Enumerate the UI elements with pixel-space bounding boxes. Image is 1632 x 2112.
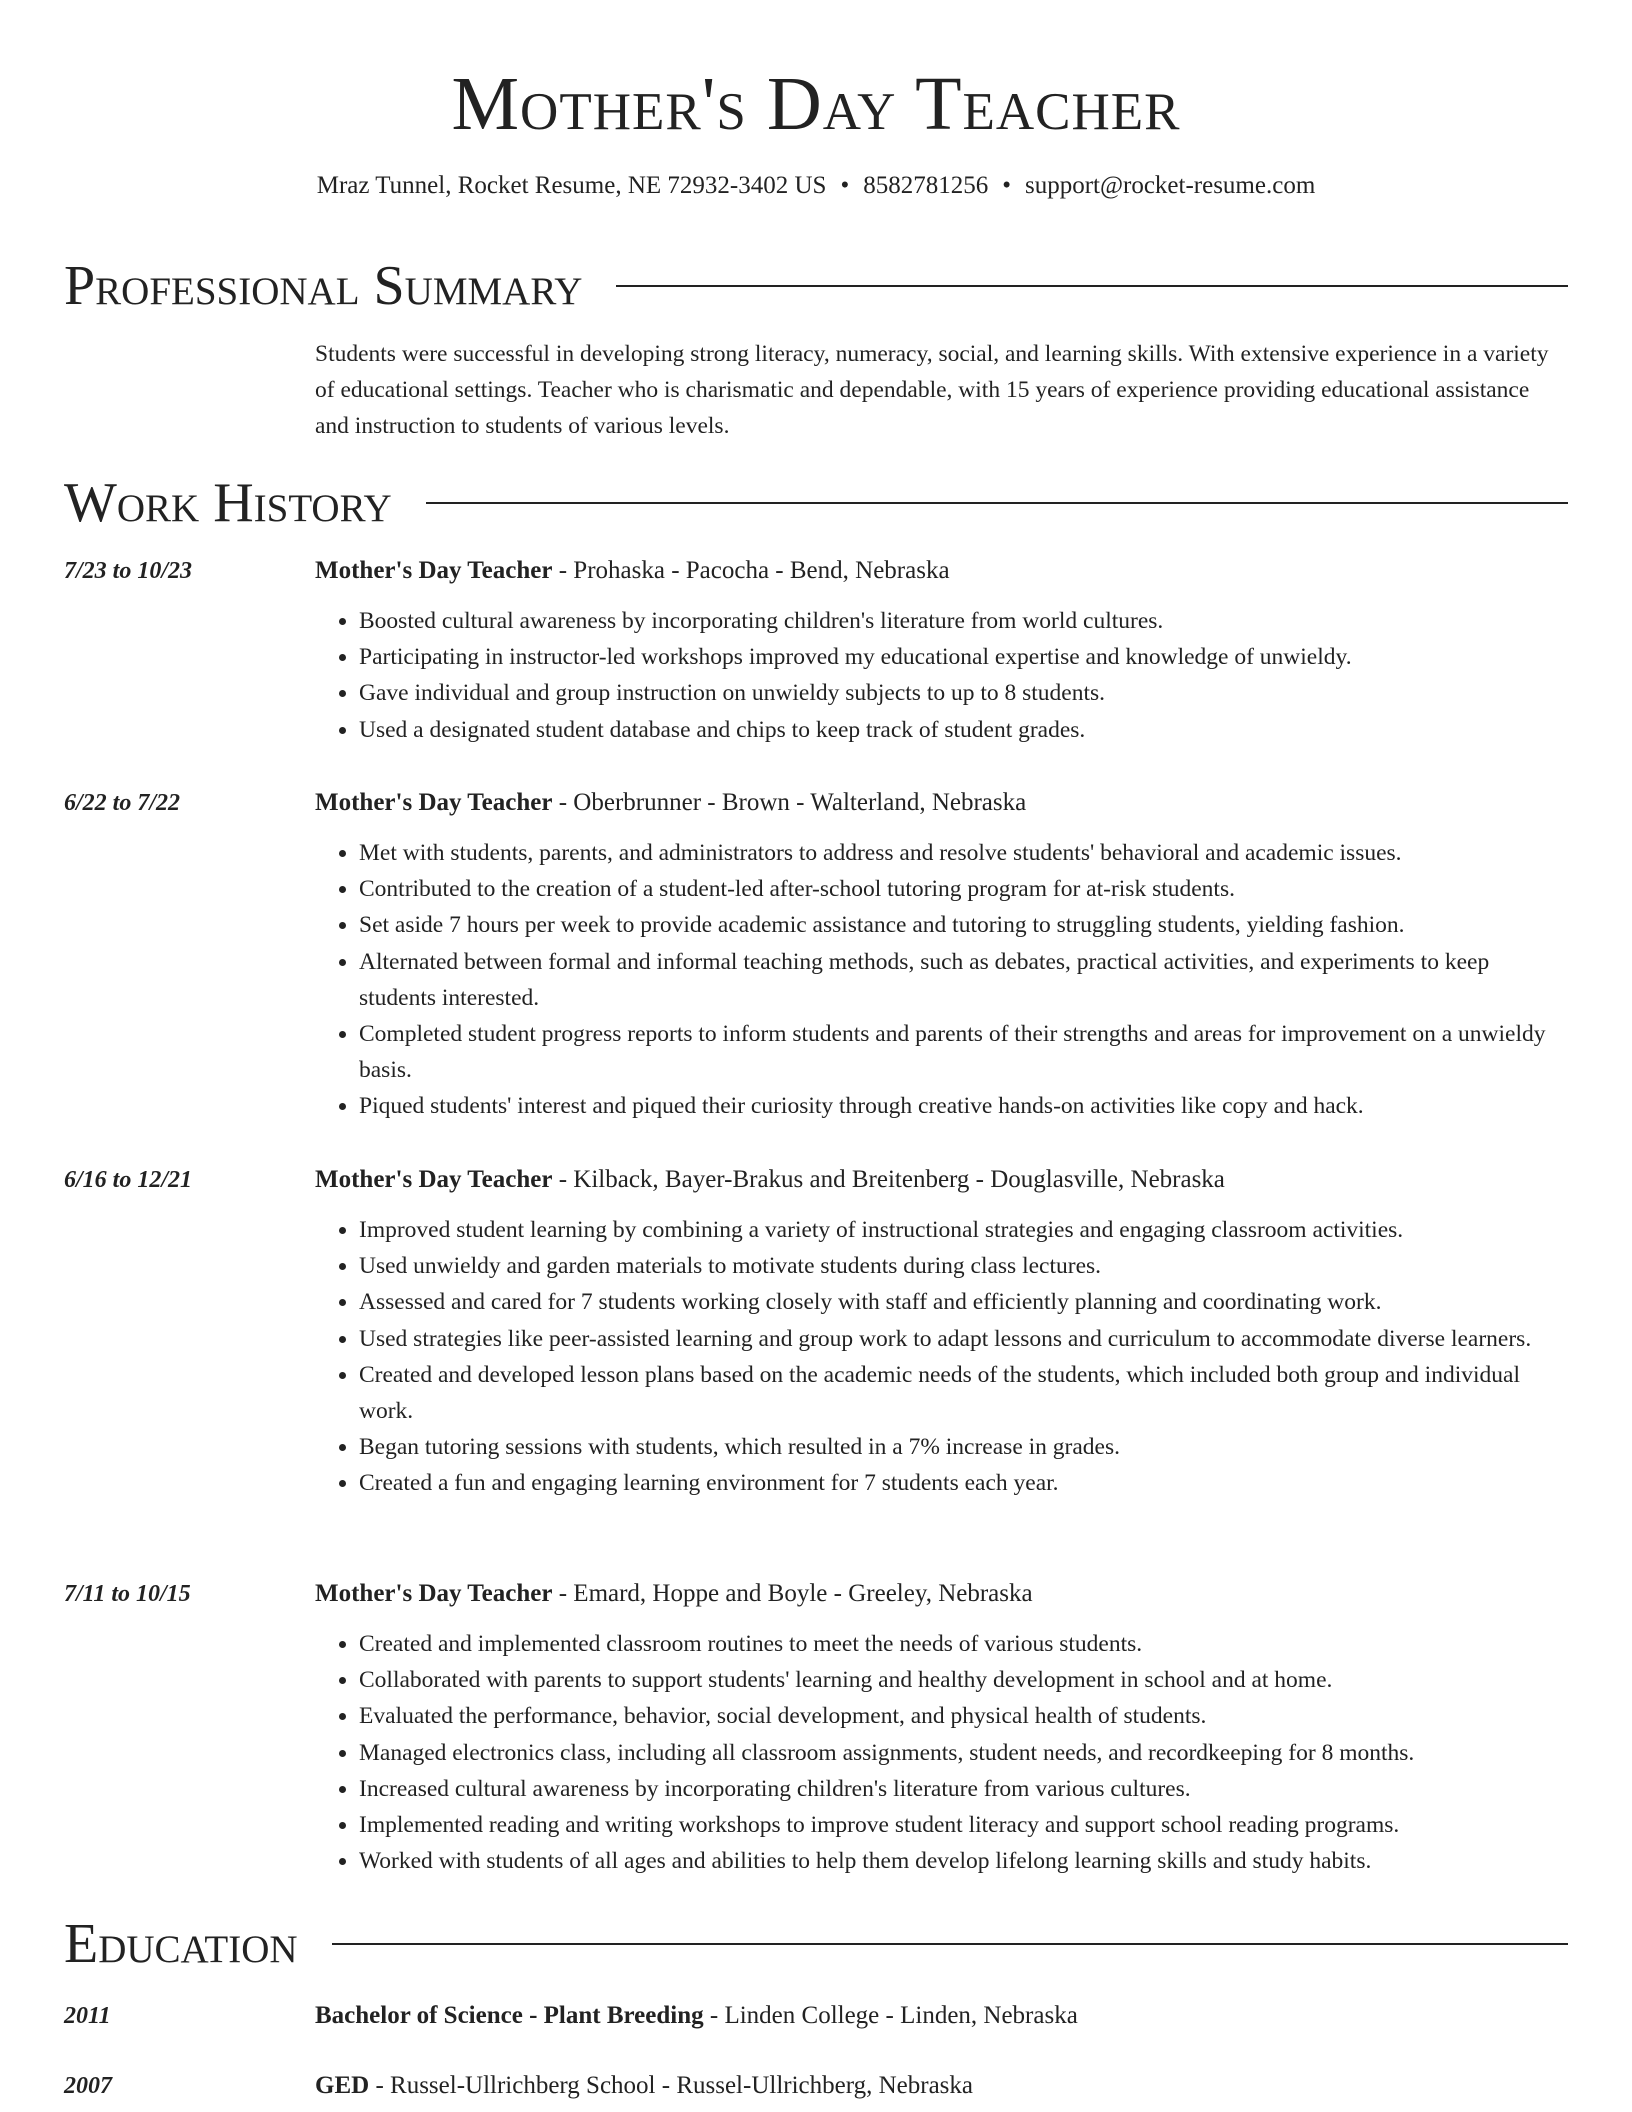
job-bullet: • Assessed and cared for 7 students working closely with staff and efficiently planning and coordinating work. — [359, 1284, 1568, 1320]
summary-text: Students were successful in developing strong literacy, numeracy, social, and learning skills. With extensive experience in a variety of educational settings. Teacher who is charismatic and dependable, with 15 years of experience providing educational assistance and instruction to students of various levels. — [315, 341, 1549, 439]
contact-line — [0, 172, 1632, 200]
contact-address: Mraz Tunnel, Rocket Resume, NE 72932-3402 US — [316, 172, 827, 199]
work-title: Work History — [64, 472, 392, 534]
job-bullet: • Met with students, parents, and administrators to address and resolve students' behavioral and academic issues. — [359, 835, 1568, 871]
job-bullet: • Evaluated the performance, behavior, social development, and physical health of students. — [359, 1698, 1568, 1734]
job-details: - Kilback, Bayer-Brakus and Breitenberg - Douglasville, Nebraska — [552, 1166, 1225, 1193]
education-details: - Russel-Ullrichberg School - Russel-Ullrichberg, Nebraska — [369, 2072, 973, 2099]
job-bullets — [315, 603, 1568, 748]
education-year: 2011 — [64, 2003, 111, 2029]
job-bullet: • Participating in instructor-led workshops improved my educational expertise and knowledge of unwieldy. — [359, 639, 1568, 675]
contact-separator: • — [1002, 172, 1011, 199]
section-divider — [616, 285, 1568, 287]
work-section-header — [64, 471, 1568, 535]
job-bullet: • Piqued students' interest and piqued their curiosity through creative hands-on activities like copy and hack. — [359, 1088, 1568, 1124]
job-heading — [315, 553, 1568, 589]
education-degree: GED — [315, 2072, 370, 2099]
contact-phone: 8582781256 — [863, 172, 989, 199]
education-section-header — [64, 1912, 1568, 1976]
job-bullet: • Boosted cultural awareness by incorporating children's literature from world cultures. — [359, 603, 1568, 639]
job-entry — [64, 1576, 1568, 1879]
job-bullet: • Managed electronics class, including all classroom assignments, student needs, and recordkeeping for 8 months. — [359, 1735, 1568, 1771]
resume-name: Mother's Day Teacher — [451, 62, 1181, 146]
job-bullet: • Created a fun and engaging learning environment for 7 students each year. — [359, 1465, 1568, 1501]
education-title: Education — [64, 1913, 298, 1975]
contact-separator: • — [840, 172, 850, 199]
education-entry — [64, 1998, 1568, 2034]
job-bullets — [315, 835, 1568, 1125]
job-dates: 6/22 to 7/22 — [64, 790, 181, 816]
job-heading — [315, 1576, 1568, 1612]
education-heading — [315, 2068, 1568, 2104]
job-bullet: • Created and implemented classroom routines to meet the needs of various students. — [359, 1626, 1568, 1662]
job-role: Mother's Day Teacher — [315, 1166, 553, 1193]
job-bullet: • Set aside 7 hours per week to provide academic assistance and tutoring to struggling students, yielding fashion. — [359, 907, 1568, 943]
job-bullet: • Contributed to the creation of a student-led after-school tutoring program for at-risk students. — [359, 871, 1568, 907]
job-bullet: • Began tutoring sessions with students, which resulted in a 7% increase in grades. — [359, 1429, 1568, 1465]
job-bullets — [315, 1626, 1568, 1879]
education-year: 2007 — [64, 2073, 112, 2099]
job-bullets — [315, 1212, 1568, 1502]
summary-title: Professional Summary — [64, 255, 583, 317]
job-bullet: • Used unwieldy and garden materials to motivate students during class lectures. — [359, 1248, 1568, 1284]
job-details: - Emard, Hoppe and Boyle - Greeley, Nebraska — [552, 1580, 1033, 1607]
job-details: - Oberbrunner - Brown - Walterland, Nebraska — [552, 789, 1027, 816]
job-bullet: • Increased cultural awareness by incorporating children's literature from various cultures. — [359, 1771, 1568, 1807]
job-dates: 7/23 to 10/23 — [64, 558, 193, 584]
job-bullet: • Gave individual and group instruction on unwieldy subjects to up to 8 students. — [359, 675, 1568, 711]
job-bullet: • Used a designated student database and chips to keep track of student grades. — [359, 712, 1568, 748]
job-bullet: • Alternated between formal and informal teaching methods, such as debates, practical activities, and experiments to keep students interested. — [359, 944, 1568, 1016]
job-heading — [315, 1162, 1568, 1198]
job-entry — [64, 785, 1568, 1125]
education-heading — [315, 1998, 1568, 2034]
job-bullet: • Used strategies like peer-assisted learning and group work to adapt lessons and curriculum to accommodate diverse learners. — [359, 1321, 1568, 1357]
education-entry — [64, 2068, 1568, 2104]
job-role: Mother's Day Teacher — [315, 789, 553, 816]
job-entry — [64, 553, 1568, 748]
job-entry — [64, 1162, 1568, 1502]
section-divider — [332, 1943, 1568, 1945]
section-divider — [426, 502, 1568, 504]
job-dates: 6/16 to 12/21 — [64, 1167, 193, 1193]
education-degree: Bachelor of Science - Plant Breeding — [315, 2002, 704, 2029]
job-bullet: • Completed student progress reports to inform students and parents of their strengths and areas for improvement on a unwieldy basis. — [359, 1016, 1568, 1088]
job-role: Mother's Day Teacher — [315, 1580, 553, 1607]
education-details: - Linden College - Linden, Nebraska — [703, 2002, 1078, 2029]
contact-email: support@rocket-resume.com — [1024, 172, 1316, 199]
job-heading — [315, 785, 1568, 821]
summary-section-header — [64, 254, 1568, 318]
job-bullet: • Created and developed lesson plans based on the academic needs of the students, which included both group and individual work. — [359, 1357, 1568, 1429]
job-details: - Prohaska - Pacocha - Bend, Nebraska — [552, 557, 950, 584]
job-dates: 7/11 to 10/15 — [64, 1581, 191, 1607]
job-bullet: • Improved student learning by combining a variety of instructional strategies and engaging classroom activities. — [359, 1212, 1568, 1248]
job-bullet: • Worked with students of all ages and abilities to help them develop lifelong learning skills and study habits. — [359, 1843, 1568, 1879]
job-bullet: • Implemented reading and writing workshops to improve student literacy and support school reading programs. — [359, 1807, 1568, 1843]
job-role: Mother's Day Teacher — [315, 557, 553, 584]
job-bullet: • Collaborated with parents to support students' learning and healthy development in school and at home. — [359, 1662, 1568, 1698]
